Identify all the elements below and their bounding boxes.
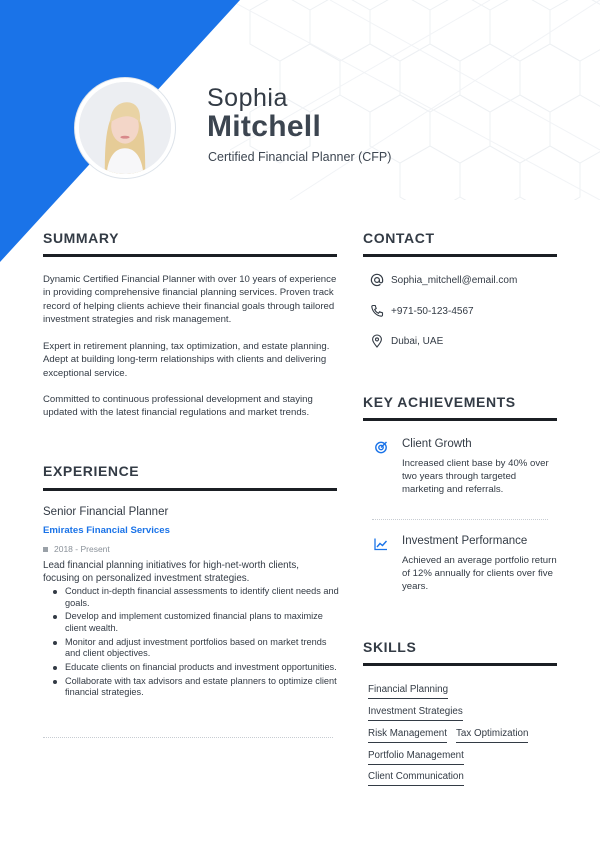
achievement-separator (372, 519, 548, 520)
contact-location-row (370, 334, 443, 348)
calendar-square-icon (43, 547, 48, 552)
achievement-title: Investment Performance (402, 535, 528, 547)
achievement-item (374, 535, 564, 605)
phone-icon (370, 304, 384, 318)
target-icon (374, 440, 388, 454)
experience-dates (43, 544, 110, 554)
skill-tag: Financial Planning (368, 684, 448, 699)
list-item: Develop and implement customized financial plans to maximize client wealth. (53, 611, 343, 634)
contact-heading: CONTACT (363, 230, 435, 246)
skill-tag: Portfolio Management (368, 750, 464, 765)
summary-heading: SUMMARY (43, 230, 120, 246)
experience-role: Senior Financial Planner (43, 506, 169, 518)
summary-paragraph-3: Committed to continuous professional development and staying updated with the latest financial regulations and market trends. (43, 394, 313, 419)
contact-email[interactable]: Sophia_mitchell@email.com (391, 274, 518, 286)
experience-description: Lead financial planning initiatives for high-net-worth clients, focusing on personalized investment strategies. (43, 560, 299, 584)
experience-company: Emirates Financial Services (43, 525, 170, 536)
skill-tag: Investment Strategies (368, 706, 463, 721)
skills-heading: SKILLS (363, 639, 417, 655)
achievement-description: Increased client base by 40% over two years through targeted marketing and referrals. (402, 458, 549, 495)
list-item: Conduct in-depth financial assessments to identify client needs and goals. (53, 586, 343, 609)
achievement-item (374, 438, 564, 508)
experience-bullet-list (53, 586, 343, 701)
summary-paragraph-2: Expert in retirement planning, tax optimization, and estate planning. Adept at building long-term relationships with clients and delivering exceptional service. (43, 341, 330, 379)
contact-phone[interactable]: +971-50-123-4567 (391, 305, 474, 317)
contact-phone-row (370, 304, 474, 318)
list-item: Monitor and adjust investment portfolios based on market trends and client objectives. (53, 637, 343, 660)
skills-divider (363, 663, 557, 666)
skill-tag: Risk Management (368, 728, 447, 743)
experience-separator (43, 737, 333, 738)
contact-email-row (370, 273, 517, 287)
location-pin-icon (370, 334, 384, 348)
experience-divider (43, 488, 337, 491)
summary-paragraph-1: Dynamic Certified Financial Planner with over 10 years of experience in providing comprehensive financial planning services. Proven track record of helping clients achieve their financial goals through tailored investment strategies and risk management. (43, 274, 337, 326)
skill-tag: Client Communication (368, 771, 464, 786)
achievement-title: Client Growth (402, 438, 472, 450)
achievements-heading: KEY ACHIEVEMENTS (363, 394, 516, 410)
first-name: Sophia (207, 84, 288, 112)
person-portrait-icon (79, 82, 171, 174)
experience-heading: EXPERIENCE (43, 463, 140, 479)
trend-chart-icon (374, 537, 388, 551)
list-item: Educate clients on financial products and investment opportunities. (53, 662, 343, 674)
experience-dates-text: 2018 - Present (54, 544, 110, 554)
profile-photo (75, 78, 175, 178)
skill-tag: Tax Optimization (456, 728, 528, 743)
at-icon (370, 273, 384, 287)
achievements-divider (363, 418, 557, 421)
contact-location: Dubai, UAE (391, 335, 444, 347)
list-item: Collaborate with tax advisors and estate planners to optimize client financial strategies. (53, 676, 343, 699)
contact-divider (363, 254, 557, 257)
summary-divider (43, 254, 337, 257)
job-title: Certified Financial Planner (CFP) (208, 150, 392, 164)
achievement-description: Achieved an average portfolio return of 12% annually for clients over five years. (402, 555, 557, 592)
last-name: Mitchell (207, 110, 322, 143)
